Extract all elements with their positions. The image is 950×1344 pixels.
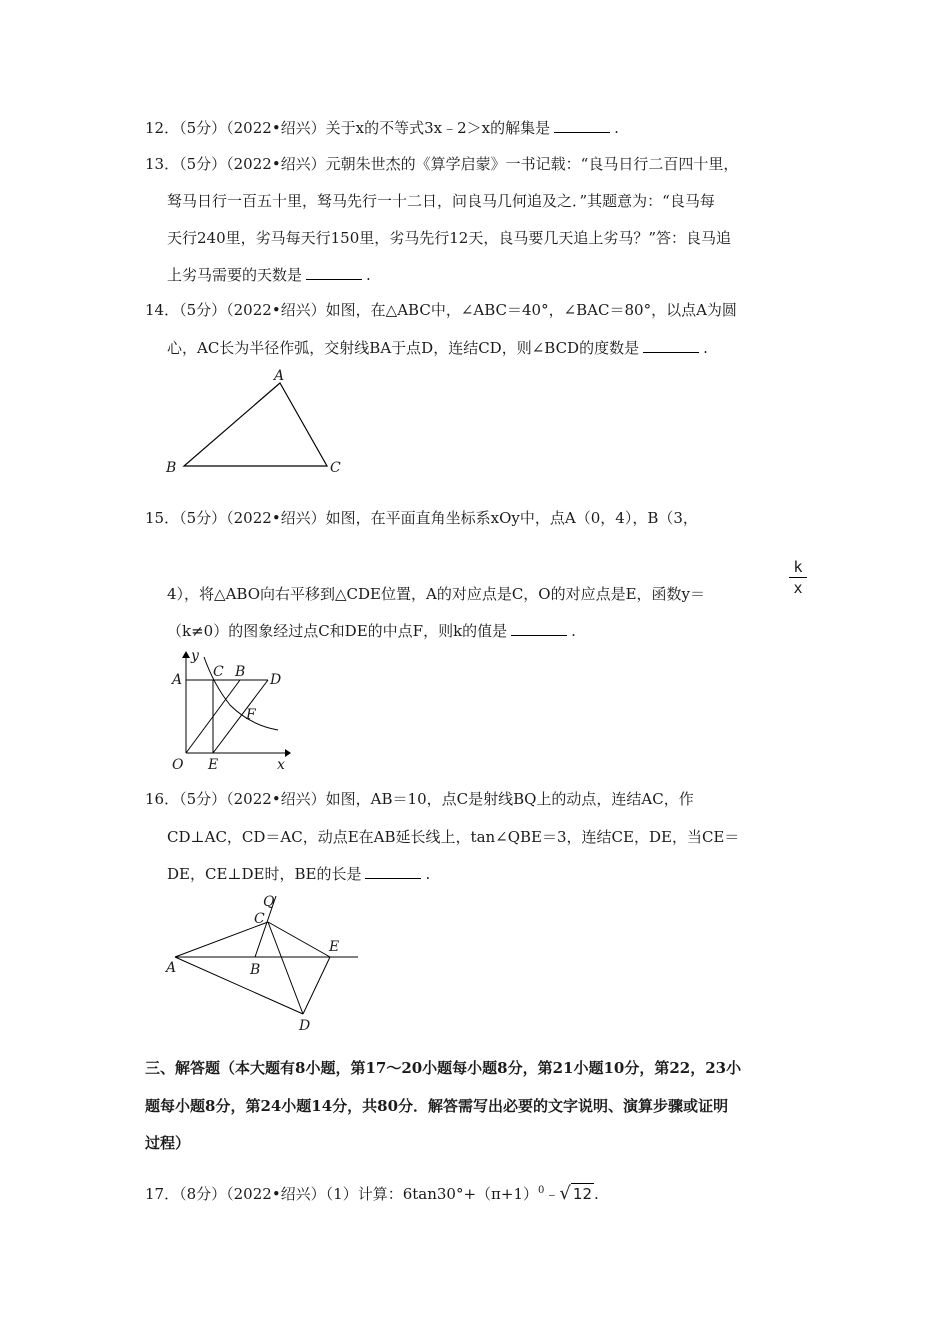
- question-source: （2022•绍兴）: [226, 790, 326, 808]
- fraction-denominator: x: [793, 579, 803, 597]
- label-a: A: [172, 672, 183, 688]
- question-text-line: 心，AC长为半径作弧，交射线BA于点D，连结CD，则∠BCD的度数是: [167, 339, 640, 357]
- label-a: A: [274, 368, 285, 384]
- section-text-line: 三、解答题（本大题有8小题，第17～20小题每小题8分，第21小题10分，第22，23小: [145, 1059, 742, 1077]
- question-score: （5分）: [179, 301, 227, 319]
- period: .: [366, 266, 371, 284]
- section-text-line: 过程）: [145, 1134, 191, 1152]
- question-16: [145, 789, 694, 809]
- question-16-line-2: [167, 827, 739, 847]
- fraction-k-over-x: [789, 558, 807, 597]
- question-text: （1）计算：6tan30°+（π+1）: [325, 1185, 539, 1203]
- question-number: 14．: [145, 301, 180, 319]
- question-16-line-3: [167, 864, 430, 884]
- label-y: y: [191, 648, 199, 664]
- question-text-line: 天行240里，劣马每天行150里，劣马先行12天，良马要几天追上劣马？”答：良马追: [167, 229, 732, 247]
- label-b: B: [166, 460, 177, 476]
- question-13-line-3: [167, 228, 731, 248]
- question-text: 关于x的不等式3x﹣2＞x的解集是: [325, 119, 551, 137]
- label-x: x: [277, 757, 285, 773]
- answer-blank[interactable]: [365, 864, 421, 879]
- question-17: [145, 1181, 599, 1204]
- geometry-figure-abcde: [160, 890, 370, 1040]
- y-axis-arrow: [182, 651, 190, 658]
- fraction-bar: [789, 577, 807, 578]
- question-source: （2022•绍兴）: [226, 509, 326, 527]
- label-b: B: [250, 962, 261, 978]
- segment-ad: [175, 957, 303, 1014]
- question-score: （5分）: [179, 155, 227, 173]
- question-score: （5分）: [179, 790, 227, 808]
- question-text-line: 驽马日行一百五十里，驽马先行一十二日，问良马几何追及之．”其题意为：“良马每: [167, 192, 715, 210]
- label-c: C: [213, 664, 224, 680]
- period: .: [703, 339, 708, 357]
- section-3-heading-line-2: [145, 1096, 728, 1116]
- question-number: 12．: [145, 119, 180, 137]
- question-number: 16．: [145, 790, 180, 808]
- fraction-numerator: k: [793, 558, 803, 576]
- question-12: [145, 118, 619, 138]
- period: .: [571, 622, 576, 640]
- label-c: C: [330, 460, 341, 476]
- question-score: （5分）: [179, 119, 227, 137]
- question-text-line: 如图，在平面直角坐标系xOy中，点A（0，4），B（3，: [325, 509, 698, 527]
- question-source: （2022•绍兴）: [226, 155, 326, 173]
- segment-cd: [268, 922, 303, 1014]
- label-c: C: [254, 911, 265, 927]
- label-q: Q: [263, 894, 275, 910]
- question-number: 13．: [145, 155, 180, 173]
- answer-blank[interactable]: [306, 265, 362, 280]
- question-number: 15．: [145, 509, 180, 527]
- exponent: 0: [538, 1185, 545, 1196]
- question-text-line: DE，CE⊥DE时，BE的长是: [167, 865, 362, 883]
- period: .: [614, 119, 619, 137]
- question-15: [145, 508, 698, 528]
- question-14-line-2: [167, 338, 708, 358]
- question-text-line: CD⊥AC，CD＝AC，动点E在AB延长线上，tan∠QBE＝3，连结CE，DE，当CE＝: [167, 828, 740, 846]
- segment-ce: [268, 922, 330, 957]
- segment-ed: [213, 680, 268, 753]
- question-13-line-2: [167, 191, 715, 211]
- triangle-abc: [184, 383, 327, 466]
- triangle-abc-figure: [160, 365, 360, 480]
- question-text-line: 如图，AB＝10，点C是射线BQ上的动点，连结AC，作: [325, 790, 694, 808]
- question-number: 17．: [145, 1185, 180, 1203]
- coordinate-figure: [160, 645, 300, 775]
- segment-ac: [175, 922, 268, 957]
- question-text-line: 4），将△ABO向右平移到△CDE位置，A的对应点是C，O的对应点是E，函数y＝: [167, 585, 706, 603]
- question-text-line: 如图，在△ABC中，∠ABC＝40°，∠BAC＝80°，以点A为圆: [325, 301, 737, 319]
- question-score: （8分）: [179, 1185, 227, 1203]
- sqrt-symbol: √: [559, 1183, 571, 1204]
- period: .: [425, 865, 431, 883]
- answer-blank[interactable]: [554, 118, 610, 133]
- label-e: E: [208, 757, 219, 773]
- question-14: [145, 300, 737, 320]
- label-e: E: [329, 939, 340, 955]
- question-source: （2022•绍兴）: [226, 119, 326, 137]
- question-source: （2022•绍兴）: [226, 301, 326, 319]
- question-text-line: 元朝朱世杰的《算学启蒙》一书记载：“良马日行二百四十里，: [325, 155, 739, 173]
- question-13-line-4: [167, 265, 371, 285]
- minus-sign: ﹣: [544, 1185, 560, 1203]
- question-13: [145, 154, 738, 174]
- answer-blank[interactable]: [511, 621, 567, 636]
- label-a: A: [166, 960, 177, 976]
- question-15-line-3: [167, 621, 576, 641]
- section-text-line: 题每小题8分，第24小题14分，共80分．解答需写出必要的文字说明、演算步骤或证明: [145, 1097, 729, 1115]
- label-f: F: [246, 707, 256, 723]
- section-3-heading: [145, 1058, 741, 1078]
- question-text-line: 上劣马需要的天数是: [167, 266, 303, 284]
- label-d: D: [299, 1018, 311, 1034]
- section-3-heading-line-3: [145, 1133, 190, 1153]
- sqrt-radicand: 12: [572, 1185, 592, 1203]
- question-score: （5分）: [179, 509, 227, 527]
- label-d: D: [270, 672, 282, 688]
- question-text-line: （k≠0）的图象经过点C和DE的中点F，则k的值是: [167, 622, 508, 640]
- question-source: （2022•绍兴）: [226, 1185, 326, 1203]
- segment-ed: [303, 957, 330, 1014]
- question-15-line-2: [167, 584, 705, 604]
- x-axis-arrow: [285, 749, 291, 757]
- period: .: [594, 1185, 599, 1203]
- label-b: B: [235, 664, 246, 680]
- label-o: O: [172, 757, 184, 773]
- answer-blank[interactable]: [643, 338, 699, 353]
